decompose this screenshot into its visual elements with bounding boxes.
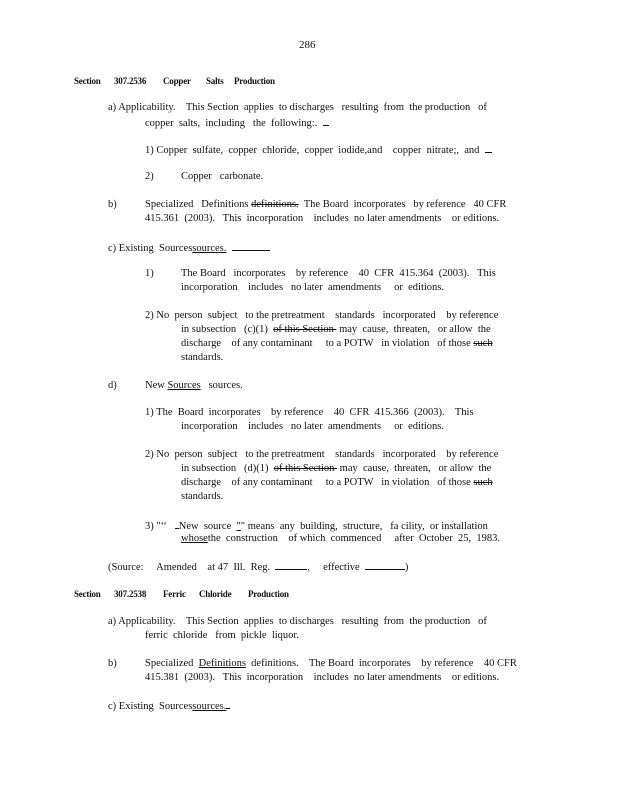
inserted-text: sources.	[192, 701, 227, 712]
page-number: 286	[299, 39, 316, 51]
section-title-word: Copper	[163, 76, 191, 86]
c2-line: in subsection (c)(1) of this Section may cause, threaten, or allow the	[181, 324, 491, 335]
struck-text: of this Section	[273, 324, 337, 335]
struck-text: definitions.	[251, 199, 299, 210]
subsection-b-number: b)	[108, 199, 117, 210]
d2-line: 2) No person subject to the pretreatment standards incorporated by reference	[145, 449, 499, 460]
list-item-2-number: 2)	[145, 171, 154, 182]
section-number: 307.2536	[114, 76, 147, 86]
c2-line: discharge of any contaminant to a POTW in violation of those such	[181, 338, 493, 349]
subsection-b-line: Specialized Definitions definitions. The Board incorporates by reference 40 CFR	[145, 658, 517, 669]
section-title-word: Production	[234, 76, 275, 86]
inserted-text: sources.	[192, 243, 227, 254]
struck-text: such	[473, 338, 493, 349]
c2-line: 2) No person subject to the pretreatment standards incorporated by reference	[145, 310, 499, 321]
subsection-b-line: 415.381 (2003). This incorporation includes no later amendments or editions.	[145, 672, 500, 683]
section-label: Section	[74, 76, 101, 86]
section-title-word: Ferric	[163, 589, 186, 599]
subsection-b-line: 415.361 (2003). This incorporation includes no later amendments or editions.	[145, 213, 500, 224]
d3-line: whosethe construction of which commenced after October 25, 1983.	[181, 533, 501, 544]
c1-line: The Board incorporates by reference 40 CFR 415.364 (2003). This	[181, 268, 496, 279]
d1-line: 1) The Board incorporates by reference 40 CFR 415.366 (2003). This	[145, 407, 474, 418]
section-number: 307.2538	[114, 589, 147, 599]
subsection-a-line: copper salts, including the following:.	[145, 115, 329, 131]
struck-text: such	[473, 477, 493, 488]
subsection-d-number: d)	[108, 380, 117, 391]
d2-line: in subsection (d)(1) of this Section may cause, threaten, or allow the	[181, 463, 492, 474]
subsection-b-line: Specialized Definitions definitions. The Board incorporates by reference 40 CFR	[145, 199, 507, 210]
subsection-b-number: b)	[108, 658, 117, 669]
section-label: Section	[74, 589, 101, 599]
subsection-d-heading: New Sources sources.	[145, 380, 243, 391]
section-title-word: Salts	[206, 76, 224, 86]
subsection-a-line: a) Applicability. This Section applies to discharges resulting from the production of	[108, 102, 487, 113]
list-item-2-text: Copper carbonate.	[181, 171, 264, 182]
list-item-1: 1) Copper sulfate, copper chloride, copper iodide,and copper nitrate;, and	[145, 142, 492, 158]
c2-line: standards.	[181, 352, 224, 363]
inserted-text: Definitions	[198, 658, 246, 669]
section-title-word: Production	[248, 589, 289, 599]
source-note: (Source: Amended at 47 Ill. Reg. , effective )	[108, 559, 408, 575]
subsection-c-heading: c) Existing Sourcessources.	[108, 240, 270, 256]
d2-line: discharge of any contaminant to a POTW in violation of those such	[181, 477, 493, 488]
inserted-text: whose	[181, 533, 208, 544]
c1-number: 1)	[145, 268, 154, 279]
d1-line: incorporation includes no later amendments or editions.	[181, 421, 445, 432]
subsection-c-heading: c) Existing Sourcessources.	[108, 698, 230, 714]
subsection-a-line: a) Applicability. This Section applies to discharges resulting from the production of	[108, 616, 487, 627]
struck-text: of this Section	[273, 463, 338, 474]
section-title-word: Chloride	[199, 589, 232, 599]
subsection-a-line: ferric chloride from pickle liquor.	[145, 630, 299, 641]
d3-line: 3) "‘‘ New source "" means any building, structure, fa cility, or installation	[145, 518, 488, 534]
inserted-text: Sources	[167, 380, 201, 391]
c1-line: incorporation includes no later amendments or editions.	[181, 282, 445, 293]
d2-line: standards.	[181, 491, 224, 502]
